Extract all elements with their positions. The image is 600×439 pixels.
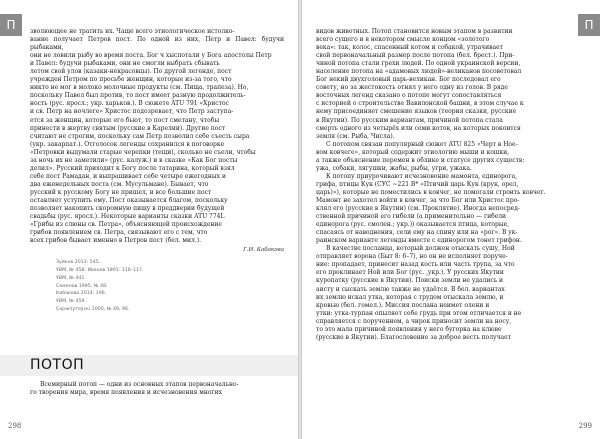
footnote: УВМ, № 458; Иванов 1891: 116–117. (56, 268, 144, 274)
footnote: УВМ, № 459. (56, 299, 86, 305)
text-line: земля (см. Рыба, Числа). (316, 132, 395, 140)
text-line: отправляет ворона (Быт 8: 6–7), но он не исполняет поруче- (316, 253, 508, 261)
text-line: века»: так, колос, спасенный котом и собакой, утрачивает (316, 44, 503, 52)
text-line: и Павел: будучи рыбаками, они не смогли выбрать сбывать (30, 60, 220, 68)
text-line: зволюющее не тратить их. Чаще всего этиологическое истолко- (30, 28, 235, 35)
text-line: свадьбы (рус. яросл.). Некоторые варианты сказки ATU 774L (30, 213, 225, 221)
text-line: их землю искал утка, которая с трудом отыскала землю, и (316, 293, 504, 301)
text-line: единорога (рус. смолен.; укр.)) оказывается птица, которые, (316, 221, 510, 229)
text-line: ужа, собаки, лягушки, жабы, рыбы, угри, ужака. (316, 164, 472, 172)
text-line: всего сущего и в некотором смысле концом «золотого (316, 36, 490, 44)
footnote: Кабакова 2014: 196. (56, 291, 107, 297)
text-line: смерть одного из четырёх или семи котов, на которых покоится (316, 124, 521, 132)
right-main-text (316, 28, 570, 342)
text-line: С потопом связан популярный сюжет ATU 825 «Черт в Ное- (326, 140, 518, 148)
text-line: совету, но за жестокость отнял у него одну из голов. В ряде (316, 84, 508, 92)
section-heading: ПОТОП (30, 357, 85, 373)
section-body (30, 381, 284, 397)
text-line: спасаясь от наводнения, сели ему на спину или на «рог». В ук- (316, 229, 518, 237)
text-line: грифа, птицы Кук (СУС ~221 B* «Птичий царь Кук (крук, орел, (316, 180, 519, 188)
text-line: Бог некий двухголовый царь-великан. Бог последовал его (316, 76, 501, 84)
text-line: В качестве посланца, который должен отыскать сушу, Ной (326, 245, 515, 253)
text-line: «Петровки выдумали старые черепки (тещи), сколько не съели, чтобы (30, 148, 256, 156)
text-line: позволяет накопить скоромную пищу в преддверии будущей (30, 205, 225, 213)
text-line: нему присоединяет смешение языков (теория сказки, русские (316, 108, 517, 116)
text-line: с историей о строительстве Вавилонской башни, в этом случае к (316, 100, 524, 108)
text-line: грибов появлением св. Петра, связывают его с тем, что (30, 229, 208, 237)
text-line: раинском варианте легенды вместе с единорогом тонет грифон. (316, 237, 522, 245)
text-line: никто не мог в молоко молочные продукты (см. Пища, трапеза). Но, (30, 84, 249, 92)
text-line: вом ковчеге», который содержит этиологию мыши и кошки, (316, 148, 510, 156)
text-line: «Грибы из слюны св. Петра», объясняющей происхождение (30, 221, 222, 229)
text-line: Мамонт не захотел войти в ковчег, за что Бог или Христос про- (316, 196, 520, 204)
text-line: население потопа на «адамовых людей»-великанов посоветовал (316, 68, 522, 76)
text-line: а также объяснение перемен в облике и статусе других существ: (316, 156, 525, 164)
page-number-right: 299 (578, 422, 592, 430)
text-line: поскольку Павел был против, то пост имеет разную продолжитель- (30, 92, 246, 100)
author-signature: Г.И. Кабакова (243, 247, 284, 254)
footnote: Зуйков 2012: 545. (56, 260, 101, 266)
text-line: царь)»), которые не поместились в ковчег, не помогали строить ковчег. (316, 188, 546, 196)
footnote: УВМ, № 441. (56, 275, 86, 281)
text-line: куропатку (русские в Якутии). Поиски земли не удались и (316, 277, 504, 285)
text-line: и св. Петр на ночлеге» Христос подозревает, что Петр заступа- (30, 108, 234, 116)
text-line: считают не строгим, поскольку сам Петр позволил себе съесть сыра (30, 132, 250, 140)
text-line: восточных легенд сказано о потопе могут сопоставляться (316, 92, 502, 100)
text-line: за ночь их не заметили» (рус. калуж.) и в сказке «Как Бог посты (30, 156, 238, 164)
text-line: русский к русскому Богу не пришел, и все большие пост (30, 188, 212, 196)
text-line: клял его (русские в Якутии) (см. Проклятие). Иногда непосред- (316, 205, 520, 213)
text-line: учрежден Петром по просьбе женщин, которые из-за того, что (30, 76, 232, 84)
left-main-text (30, 28, 284, 314)
section-tab-right: П (578, 14, 600, 36)
text-line: делил». Русский приходит к Богу после татарина, который взял (30, 164, 235, 172)
section-tab-left: П (0, 14, 22, 36)
text-line: чиной потопа стали грехи людей. По одной украинской версии, (316, 60, 521, 68)
text-line: го творения мира, время появления и исчезновения многих (30, 389, 222, 397)
text-line: всех грибов бывает именно в Петров пост (бел. мил.). (30, 237, 202, 245)
text-line: летом свой улов (казаки-некрасовцы). По другой легенде, пост (30, 68, 232, 76)
text-line: его проклинает Ной или Бог (рус. ,укр.). У русских Якутии (316, 269, 504, 277)
text-line: аисту и сыскать землю также не удаётся. В бел. вариантах (316, 285, 505, 293)
footnote: Семенов 1995, № 48. (56, 283, 108, 289)
text-line: ется за женщин, которые его бьют, то пост сметану, чтобы (30, 116, 220, 124)
text-line: принести в жертву святым (русские в Карелии). Другие пост (30, 124, 226, 132)
text-line: в Якутии). По русским вариантам, причиной потопа стала (316, 116, 503, 124)
text-line: оставляет уступить ему. Пост оказывается благом, поскольку (30, 196, 228, 204)
text-line: (русские в Якутии). Благословение за доброе весть получает (316, 333, 511, 341)
page-number-left: 298 (8, 422, 22, 430)
text-line: они не ловили рыбу во время поста. Бог ч хыспотали у Бога апостолы Петр (30, 52, 272, 60)
text-line: К потопу приурочивают исчезновение мамонта, единорога, (326, 172, 518, 180)
text-line: утки: утка-турпан опыляет себе грудь при этом отличается и не (316, 309, 522, 317)
text-line: видов животных. Потоп становится новым этапом в развитии (316, 28, 513, 35)
footnotes (30, 259, 284, 314)
text-line: себе пост Рамадан, и выпрашивает себе четыре ежегодных и (30, 172, 226, 180)
text-line: справляется с поручением, а чирок приносит земли на носу, (316, 317, 512, 325)
left-page (0, 0, 298, 439)
text-line: то это мала причиной появления у него бугорка на клюве (316, 325, 502, 333)
text-line: свой первоначальный размер после потопа (бел. брест.). При- (316, 52, 515, 60)
right-page (302, 0, 600, 439)
text-line: ние: пропадает, принесит назад кость или часть трупа, за что (316, 261, 515, 269)
text-line: кровью (бел. гомел.). Миссия послана неимет олени и (316, 301, 490, 309)
text-line: (укр. закарпат.). Отголосок легенды сохранился в поговорке (30, 140, 225, 148)
text-line: Всемирный потоп — одни из основных этапов первоначально- (40, 381, 239, 388)
text-line: вание получает Петров пост. По одной из них, Петр и Павел: будучи рыбаками, (30, 36, 284, 52)
footnote: Сержпутоўскі 2000, № 49, 96. (56, 307, 130, 313)
text-line: два еженедельных поста (см. Мусульмане). Бывает, что (30, 180, 209, 188)
text-line: ность (рус. яросл.; укр. харьков.). В сюжете ATU 791 «Христос (30, 100, 229, 108)
text-line: ственной причиной его гибели (а применительно — гибели (316, 213, 507, 221)
